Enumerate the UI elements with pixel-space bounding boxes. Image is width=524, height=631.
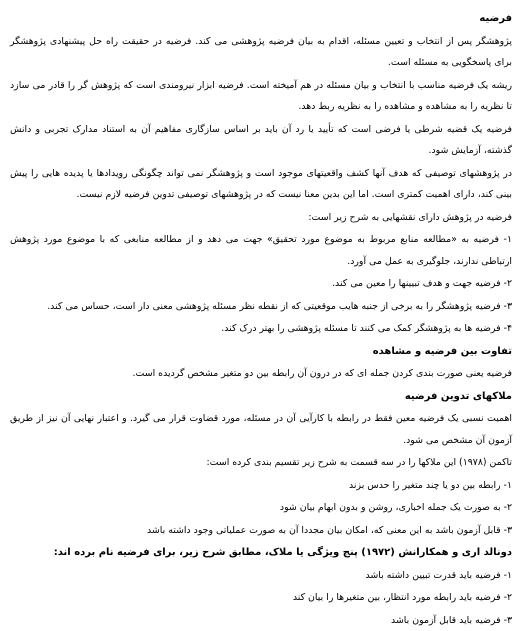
list-item-tuckman-2: ۲- به صورت یک جمله اخباری، روشن و بدون ابهام بیان شود bbox=[10, 497, 512, 519]
list-item-ary-2: ۲- فرضیه باید رابطه مورد انتظار، بین متغیرها را بیان کند bbox=[10, 587, 512, 609]
paragraph-roots: ریشه یک فرضیه مناسب با انتخاب و بیان مسئله در هم آمیخته است. فرضیه ابزار نیرومندی است که پژوهش گر را قادر می سازد تا نظریه را به مشاهده و مشاهده را به نظریه ربط دهد. bbox=[10, 75, 512, 118]
heading-hypothesis: فرضیه bbox=[10, 8, 512, 30]
list-item-ary-1: ۱- فرضیه باید قدرت تبیین داشته باشد bbox=[10, 565, 512, 587]
list-item-role-1: ۱- فرضیه به «مطالعه منابع مربوط به موضوع مورد تحقیق» جهت می دهد و از مطالعه منابعی که با موضوع مورد پژوهش ارتباطی ندارند، جلوگیری به عمل می آورد. bbox=[10, 229, 512, 272]
list-item-role-4: ۴- فرضیه ها به پژوهشگر کمک می کنند تا مسئله پژوهشی را بهتر درک کند. bbox=[10, 318, 512, 340]
list-item-tuckman-1: ۱- رابطه بین دو یا چند متغیر را حدس بزند bbox=[10, 475, 512, 497]
list-item-ary-3: ۳- فرضیه باید قابل آزمون باشد bbox=[10, 610, 512, 631]
heading-ary: دونالد اری و همکارانش (۱۹۷۲) پنج ویژگی یا ملاک، مطابق شرح زیر، برای فرضیه نام برده اند: bbox=[10, 542, 512, 564]
list-item-tuckman-3: ۳- قابل آزمون باشد به این معنی که، امکان بیان مجددا آن به صورت عملیاتی وجود داشته باشد bbox=[10, 520, 512, 542]
paragraph-intro: پژوهشگر پس از انتخاب و تعیین مسئله، اقدام به بیان فرضیه پژوهشی می کند. فرضیه در حقیقت راه حل پیشنهادی پژوهشگر برای پاسخگویی به مسئله است. bbox=[10, 31, 512, 74]
heading-criteria: ملاکهای تدوین فرضیه bbox=[10, 386, 512, 408]
paragraph-roles-intro: فرضیه در پژوهش دارای نقشهایی به شرح زیر است: bbox=[10, 207, 512, 229]
paragraph-relative-importance: اهمیت نسبی یک فرضیه معین فقط در رابطه با کارآیی آن در مسئله، مورد قضاوت قرار می گیرد. و اعتبار نهایی آن نیز از طریق آزمون آن مشخص می شود. bbox=[10, 408, 512, 451]
list-item-role-2: ۲- فرضیه جهت و هدف تبیینها را معین می کند. bbox=[10, 273, 512, 295]
paragraph-conditional: فرضیه یک قضیه شرطی یا فرضی است که تأیید یا رد آن باید بر اساس سازگاری مفاهیم آن به استناد مدارک تجربی و دانش گذشته، آزمایش شود. bbox=[10, 119, 512, 162]
heading-difference: تفاوت بین فرضیه و مشاهده bbox=[10, 341, 512, 363]
paragraph-definition: فرضیه یعنی صورت بندی کردن جمله ای که در درون آن رابطه بین دو متغیر مشخص گردیده است. bbox=[10, 363, 512, 385]
paragraph-descriptive: در پژوهشهای توصیفی که هدف آنها کشف واقعیتهای موجود است و پژوهشگر نمی تواند چگونگی رویدادها یا پدیده هایی را پیش بینی کند، دارای اهمیت کمتری است. اما این بدین معنا نیست که در پژوهشهای توصیفی تدوین فرضیه لازم نیست. bbox=[10, 163, 512, 206]
list-item-role-3: ۳- فرضیه پژوهشگر را به برخی از جنبه هایب موقعیتی که از نقطه نظر مسئله پژوهشی معنی دار است، حساس می کند. bbox=[10, 296, 512, 318]
paragraph-tuckman: تاکمن (۱۹۷۸) این ملاکها را در سه قسمت به شرح زیر تقسیم بندی کرده است: bbox=[10, 452, 512, 474]
